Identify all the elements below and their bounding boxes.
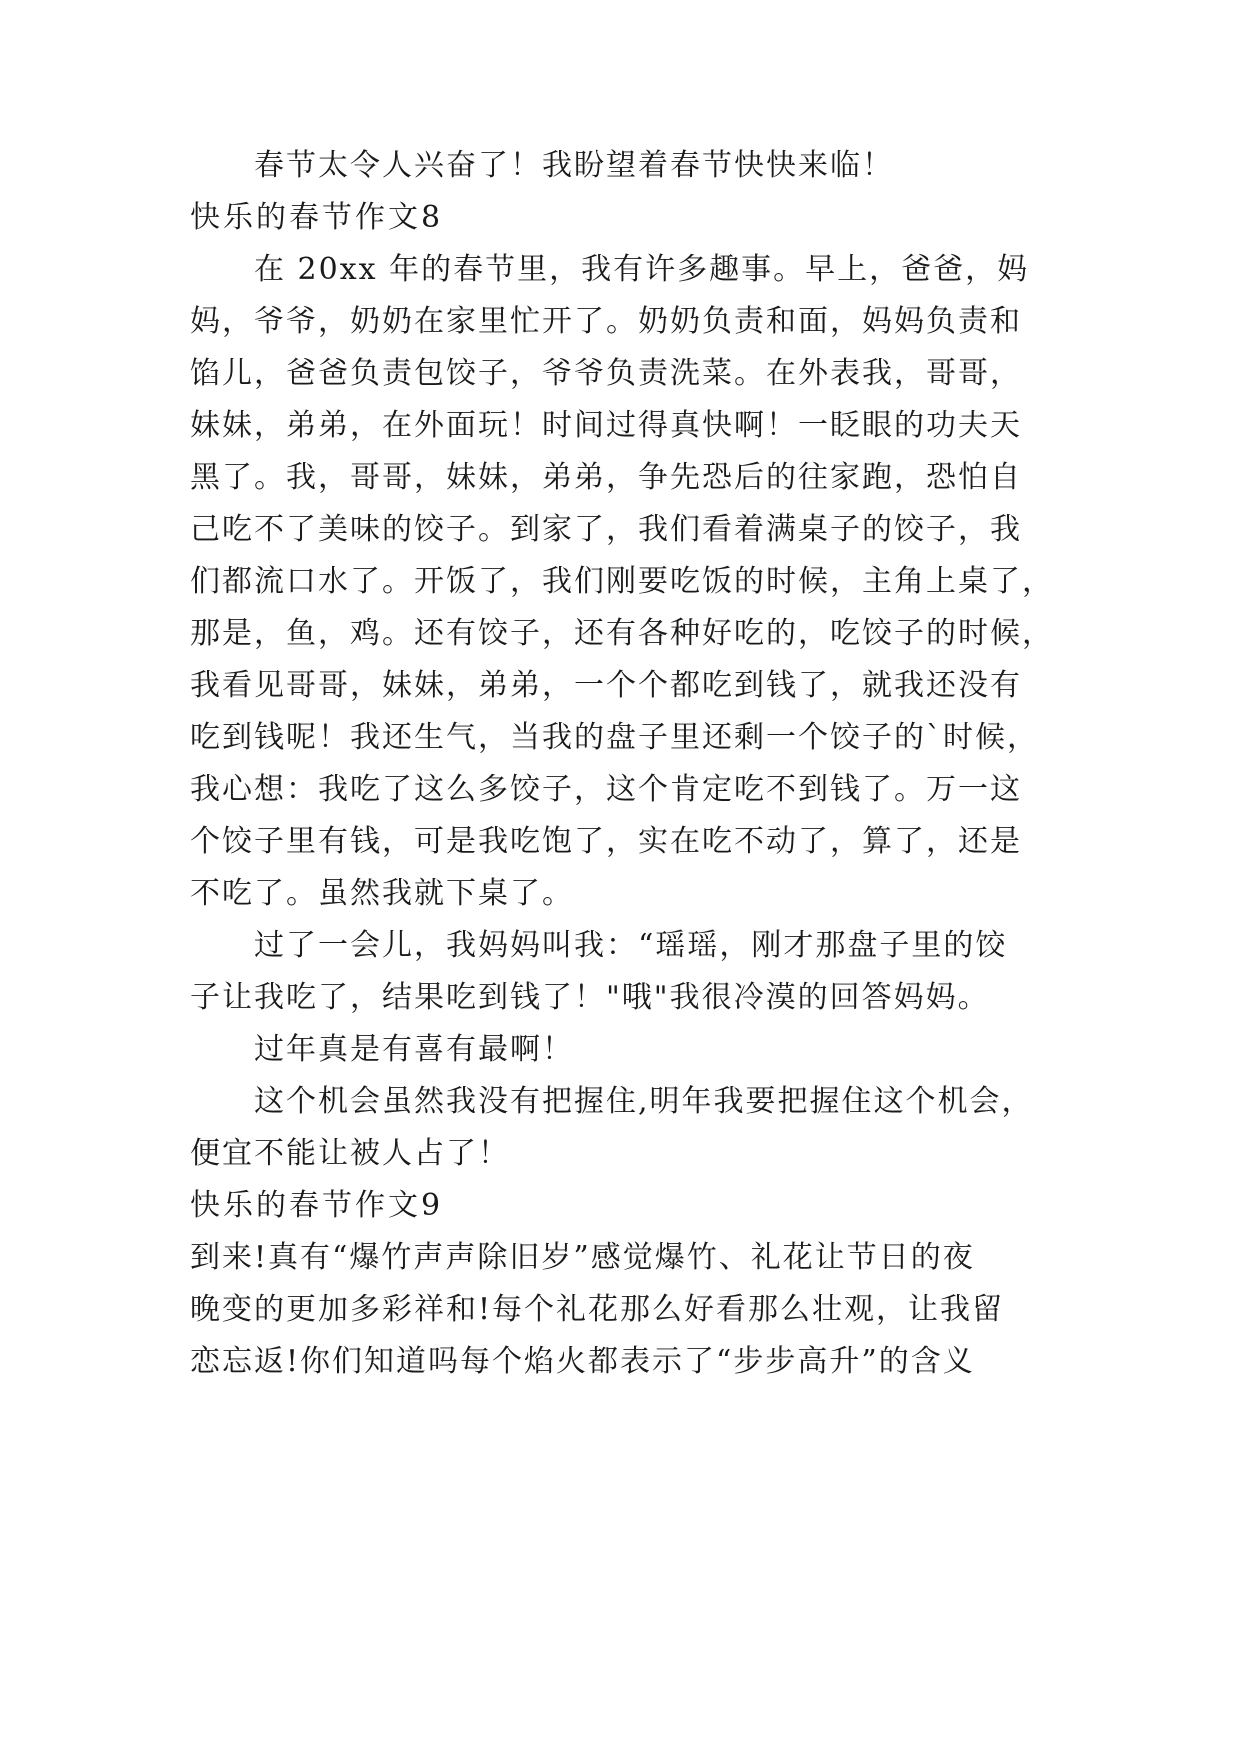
paragraph-line: 吃到钱呢！我还生气，当我的盘子里还剩一个饺子的`时候， — [190, 720, 1039, 755]
paragraph-line: 便宜不能让被人占了！ — [190, 1136, 510, 1171]
intro-line: 春节太令人兴奋了！我盼望着春节快快来临！ — [254, 148, 894, 183]
paragraph-line: 恋忘返!你们知道吗每个焰火都表示了“步步高升”的含义 — [190, 1344, 975, 1379]
paragraph-line: 这个机会虽然我没有把握住,明年我要把握住这个机会， — [254, 1084, 1034, 1119]
paragraph-line: 在 20xx 年的春节里，我有许多趣事。早上，爸爸，妈 — [254, 252, 1030, 287]
paragraph-line: 己吃不了美味的饺子。到家了，我们看着满桌子的饺子，我 — [190, 512, 1022, 547]
paragraph-line: 不吃了。虽然我就下桌了。 — [190, 876, 574, 911]
essay-9-heading: 快乐的春节作文9 — [190, 1188, 444, 1223]
paragraph-line: 馅儿，爸爸负责包饺子，爷爷负责洗菜。在外表我，哥哥， — [190, 356, 1022, 391]
paragraph-line: 黑了。我，哥哥，妹妹，弟弟，争先恐后的往家跑，恐怕自 — [190, 460, 1022, 495]
paragraph-line: 个饺子里有钱，可是我吃饱了，实在吃不动了，算了，还是 — [190, 824, 1022, 859]
essay-8-heading: 快乐的春节作文8 — [190, 200, 444, 235]
paragraph-line: 到来!真有“爆竹声声除旧岁”感觉爆竹、礼花让节日的夜 — [190, 1240, 975, 1275]
paragraph-line: 妈，爷爷，奶奶在家里忙开了。奶奶负责和面，妈妈负责和 — [190, 304, 1022, 339]
paragraph-line: 我看见哥哥，妹妹，弟弟，一个个都吃到钱了，就我还没有 — [190, 668, 1022, 703]
paragraph-line: 子让我吃了，结果吃到钱了！"哦"我很冷漠的回答妈妈。 — [190, 980, 990, 1015]
paragraph-line: 们都流口水了。开饭了，我们刚要吃饭的时候，主角上桌了， — [190, 564, 1054, 599]
essay-8-paragraph-3: 过年真是有喜有最啊！ — [254, 1032, 574, 1067]
paragraph-line: 过了一会儿，我妈妈叫我：“瑶瑶，刚才那盘子里的饺 — [254, 928, 1008, 963]
paragraph-line: 我心想：我吃了这么多饺子，这个肯定吃不到钱了。万一这 — [190, 772, 1022, 807]
paragraph-line: 那是，鱼，鸡。还有饺子，还有各种好吃的，吃饺子的时候， — [190, 616, 1054, 651]
paragraph-line: 晚变的更加多彩祥和!每个礼花那么好看那么壮观，让我留 — [190, 1292, 1005, 1327]
paragraph-line: 妹妹，弟弟，在外面玩！时间过得真快啊！一眨眼的功夫天 — [190, 408, 1022, 443]
